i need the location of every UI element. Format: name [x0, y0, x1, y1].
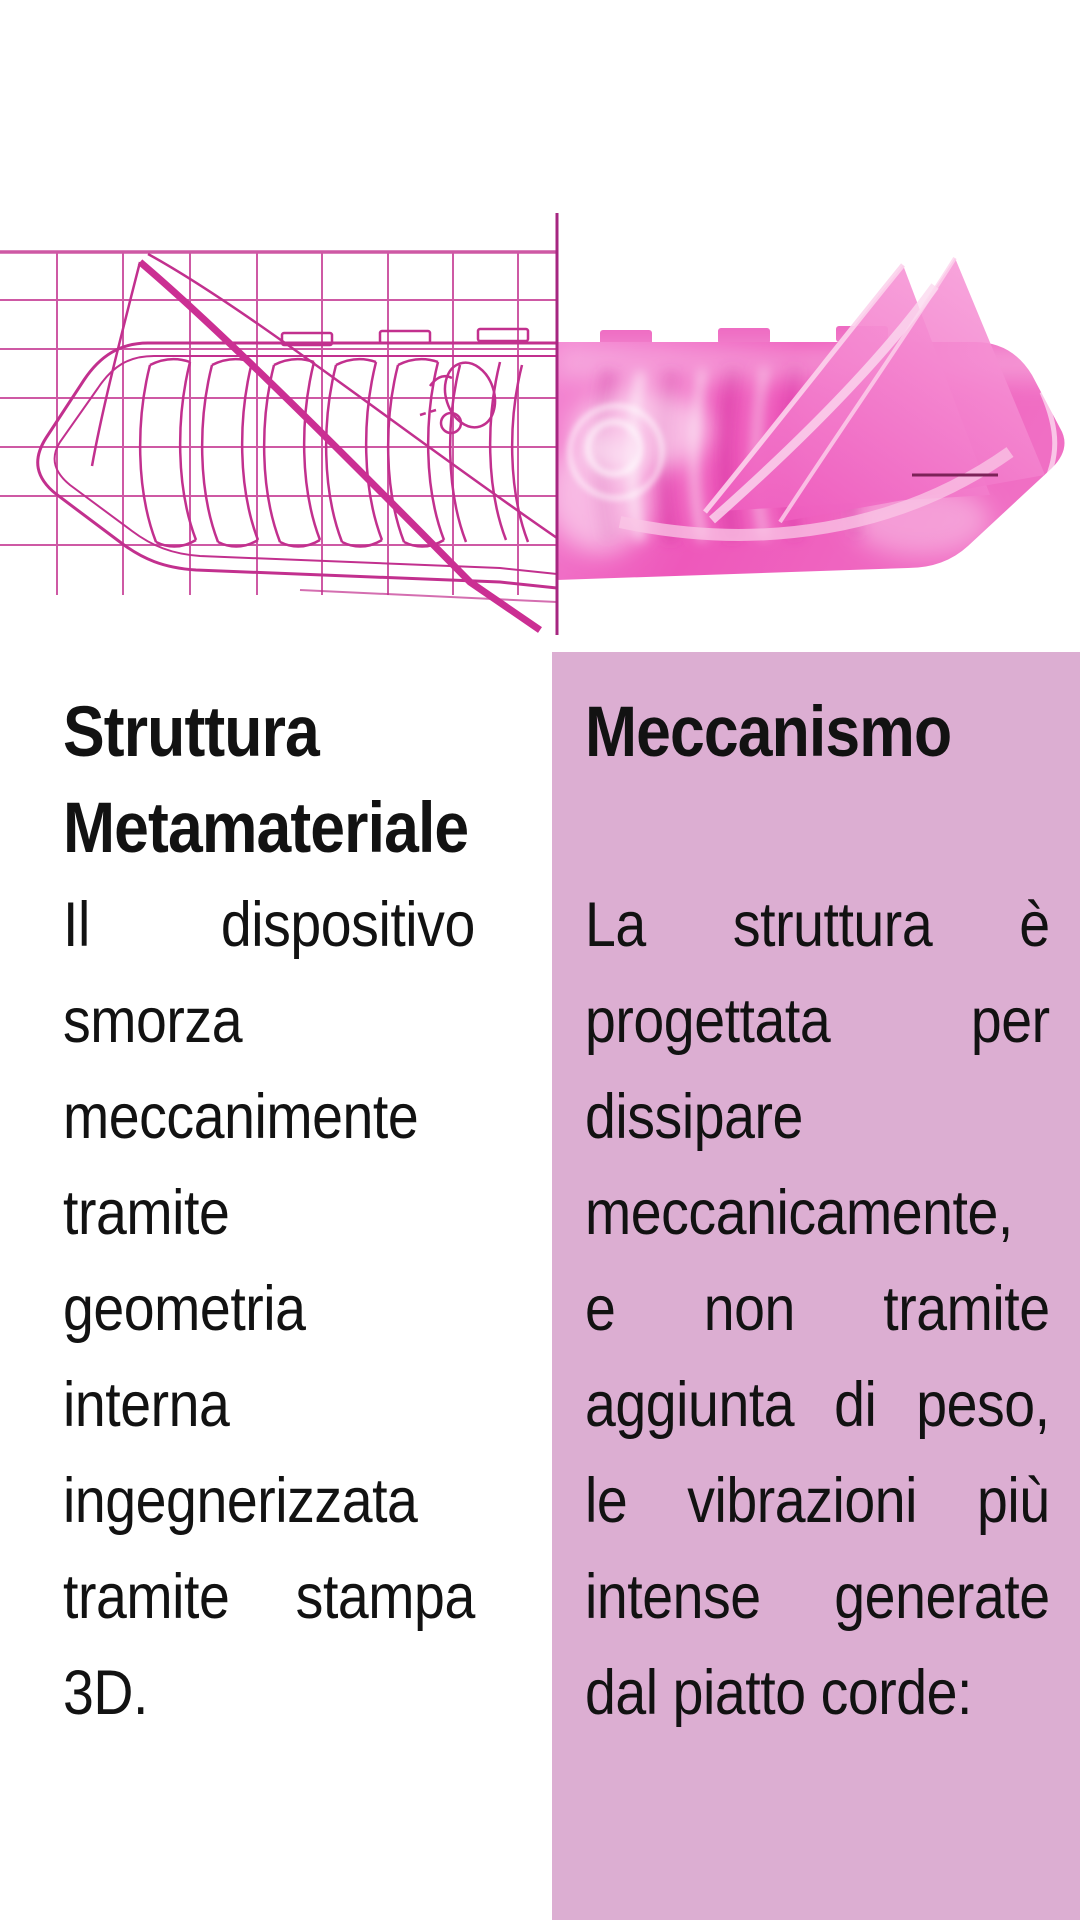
text-line: Meccanismo — [585, 693, 952, 772]
wireframe-drawing — [0, 252, 557, 630]
text-line: La struttura è — [585, 890, 1050, 960]
text-line: intense generate — [585, 1562, 1050, 1632]
render-3d — [548, 258, 1080, 580]
right-heading — [585, 685, 1050, 781]
right-body-paragraph — [585, 877, 1050, 1741]
text-line: progettata per — [585, 986, 1050, 1056]
left-column — [63, 685, 475, 1741]
text-line: e non tramite — [585, 1274, 1050, 1344]
wireframe-device-outline — [38, 343, 557, 602]
text-line: Il dispositivo — [63, 890, 475, 960]
text-line: meccanimente — [63, 1082, 419, 1152]
text-line: dal piatto corde: — [585, 1658, 973, 1728]
hero-illustration — [0, 190, 1080, 640]
text-line: le vibrazioni più — [585, 1466, 1050, 1536]
text-line: interna — [63, 1370, 230, 1440]
left-heading — [63, 685, 475, 877]
text-line: ingegnerizzata — [63, 1466, 418, 1536]
text-line: geometria — [63, 1274, 306, 1344]
text-line: smorza — [63, 986, 243, 1056]
left-body-paragraph — [63, 877, 475, 1741]
text-line: meccanicamente, — [585, 1178, 1013, 1248]
text-line: Struttura — [63, 693, 319, 772]
text-line: aggiunta di peso, — [585, 1370, 1050, 1440]
text-line: dissipare — [585, 1082, 803, 1152]
wireframe-grid — [0, 252, 557, 595]
wireframe-ribs — [140, 359, 528, 546]
text-line: Metamateriale — [63, 789, 469, 868]
right-column — [585, 685, 1050, 1741]
text-line: 3D. — [63, 1658, 148, 1728]
text-line: tramite stampa — [63, 1562, 475, 1632]
text-line: tramite — [63, 1178, 230, 1248]
